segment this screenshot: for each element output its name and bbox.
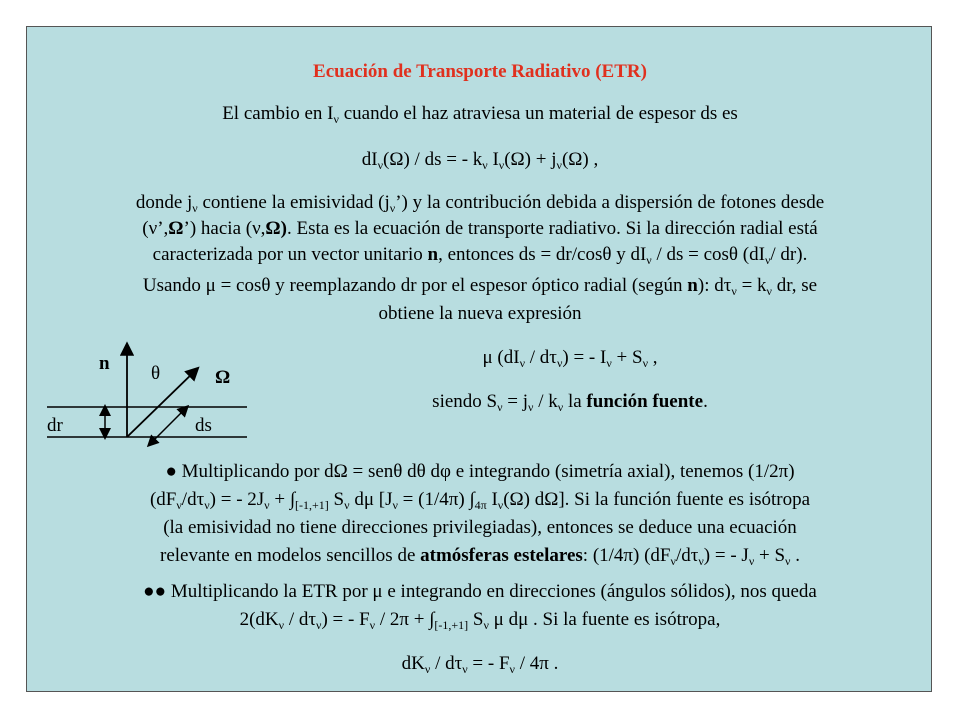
theta-label: θ (151, 363, 161, 384)
para1-line3: caracterizada por un vector unitario n, entonces ds = dr/cosθ y $dI_\nu$ / ds = cosθ ($dI_\nu/$ dr). (152, 244, 808, 267)
para1-line5: obtiene la nueva expresión (378, 303, 582, 324)
ds-label: ds (195, 415, 212, 436)
ds-arrow (149, 407, 187, 445)
para3-line1: ●● Multiplicando la ETR por μ e integrando en direcciones (ángulos sólidos), nos queda (143, 581, 817, 602)
geometry-diagram (47, 339, 267, 459)
equation-radial: μ $(dI_\nu / d\tau_\nu)$ = - $I_\nu + S_\nu$ , (482, 347, 658, 370)
para1-line1: donde $j_\nu$ contiene la emisividad $(j_\nu’)$ y la contribución debida a dispersión de fotones desde (135, 192, 825, 215)
para2-line3: (la emisividad no tiene direcciones privilegiadas), entonces se deduce una ecuación (163, 517, 797, 538)
omega-direction-arrow (127, 369, 197, 437)
para3-line2: $2(dK_\nu / d\tau_\nu)$ = - $F_\nu / 2\pi + \int_{[-1,+1]}$ $S_\nu$ μ dμ . Si la fuente es isótropa, (239, 609, 721, 632)
equation-final: $dK_\nu / d\tau_\nu$ = - $F_\nu / 4\pi$ . (401, 653, 559, 676)
para2-line2: $(dF_\nu/d\tau_\nu)$ = - $2J_\nu + \int_{[-1,+1]}$ $S_\nu$ dμ [$J_\nu = (1/4\pi)$ $\int_{4\pi}$ $I_\nu(\Omega)$ dΩ]. Si la función fuente es isótropa (149, 489, 811, 512)
para2-line1: ● Multiplicando por dΩ = senθ dθ dφ e integrando (simetría axial), tenemos (1/2π) (165, 461, 795, 482)
para1-line2: (ν’,Ω’) hacia (ν,Ω). Esta es la ecuación de transporte radiativo. Si la dirección radial está (142, 218, 818, 239)
slide-title: Ecuación de Transporte Radiativo (ETR) (313, 61, 647, 82)
intro-line: El cambio en $I_\nu$ cuando el haz atraviesa un material de espesor ds es (222, 103, 738, 126)
para1-line4: Usando μ = cosθ y reemplazando dr por el espesor óptico radial (según n): $d\tau_\nu = k_\nu$ dr, se (142, 275, 818, 298)
equation-transfer: $dI_\nu(\Omega)$ / ds = - $k_\nu$ $I_\nu(\Omega) + j_\nu(\Omega)$ , (361, 149, 599, 172)
dr-label: dr (47, 415, 63, 436)
para2-line4: relevante en modelos sencillos de atmósferas estelares: (1/4π) $(dF_\nu/d\tau_\nu)$ = - $J_\nu + S_\nu$ . (160, 545, 800, 568)
n-label: n (99, 353, 110, 374)
source-function-line: siendo $S_\nu = j_\nu / k_\nu$ la función fuente. (432, 391, 708, 414)
slide-panel (26, 26, 932, 692)
omega-label: Ω (215, 367, 231, 388)
